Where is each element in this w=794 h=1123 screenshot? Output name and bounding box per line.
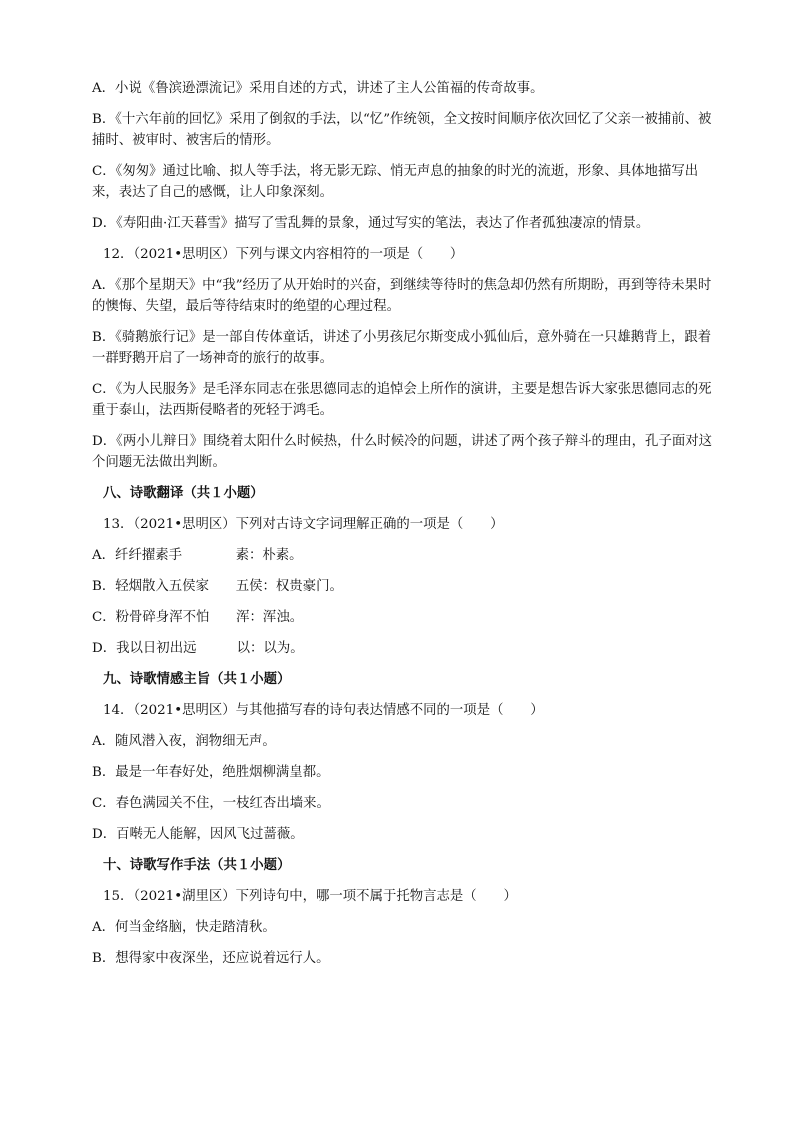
q14-option-c: C．春色满园关不住，一枝红杏出墙来。 [92,796,330,811]
q11-option-c: C．《匆匆》通过比喻、拟人等手法，将无影无踪、悄无声息的抽象的时光的流逝，形象、具体地描写出来，表达了自己的感慨，让人印象深刻。 [92,164,699,200]
q14-option-b: B．最是一年春好处，绝胜烟柳满皇都。 [92,765,330,780]
section-heading-10: 十、诗歌写作手法（共１小题） [103,858,291,873]
q11-option-a: A．小说《鲁滨逊漂流记》采用自述的方式，讲述了主人公笛福的传奇故事。 [92,81,544,96]
q15-option-b: B．想得家中夜深坐，还应说着远行人。 [92,951,330,966]
section-heading-9: 九、诗歌情感主旨（共１小题） [103,672,291,687]
q12-stem: 12．（2021•思明区）下列与课文内容相符的一项是（ ） [103,247,464,262]
q14-option-a: A．随风潜入夜，润物细无声。 [92,734,276,749]
q12-option-c: C．《为人民服务》是毛泽东同志在张思德同志的追悼会上所作的演讲，主要是想告诉大家张思德同志的死重于泰山，法西斯侵略者的死轻于鸿毛。 [92,382,712,418]
q13-option-d: D．我以日初出远 以：以为。 [92,641,304,656]
q13-option-c: C．粉骨碎身浑不怕 浑：浑浊。 [92,610,304,625]
q12-option-a: A．《那个星期天》中“我”经历了从开始时的兴奋，到继续等待时的焦急却仍然有所期盼，再到等待未果时的懊悔、失望，最后等待结束时的绝望的心理过程。 [92,278,712,314]
q11-option-b: B．《十六年前的回忆》采用了倒叙的手法，以“忆”作统领，全文按时间顺序依次回忆了父亲一被捕前、被捕时、被审时、被害后的情形。 [92,112,712,148]
q11-option-d: D．《寿阳曲·江天暮雪》描写了雪乱舞的景象，通过写实的笔法，表达了作者孤独凄凉的情景。 [92,216,650,231]
q14-stem: 14．（2021•思明区）与其他描写春的诗句表达情感不同的一项是（ ） [103,703,544,718]
q13-option-b: B．轻烟散入五侯家 五侯：权贵豪门。 [92,579,343,594]
q13-stem: 13．（2021•思明区）下列对古诗文字词理解正确的一项是（ ） [103,517,504,532]
q14-option-d: D．百啭无人能解，因风飞过蔷薇。 [92,827,304,842]
question-content [92,78,712,979]
q12-option-d: D．《两小儿辩日》围绕着太阳什么时候热，什么时候冷的问题，讲述了两个孩子辩斗的理由，孔子面对这个问题无法做出判断。 [92,434,713,470]
q15-stem: 15．（2021•湖里区）下列诗句中，哪一项不属于托物言志是（ ） [103,889,517,904]
q12-option-b: B．《骑鹅旅行记》是一部自传体童话，讲述了小男孩尼尔斯变成小狐仙后，意外骑在一只雄鹅背上，跟着一群野鹅开启了一场神奇的旅行的故事。 [92,330,712,366]
q13-option-a: A．纤纤擢素手 素：朴素。 [92,548,303,563]
section-heading-8: 八、诗歌翻译（共１小题） [103,486,264,501]
q15-option-a: A．何当金络脑，快走踏清秋。 [92,920,276,935]
